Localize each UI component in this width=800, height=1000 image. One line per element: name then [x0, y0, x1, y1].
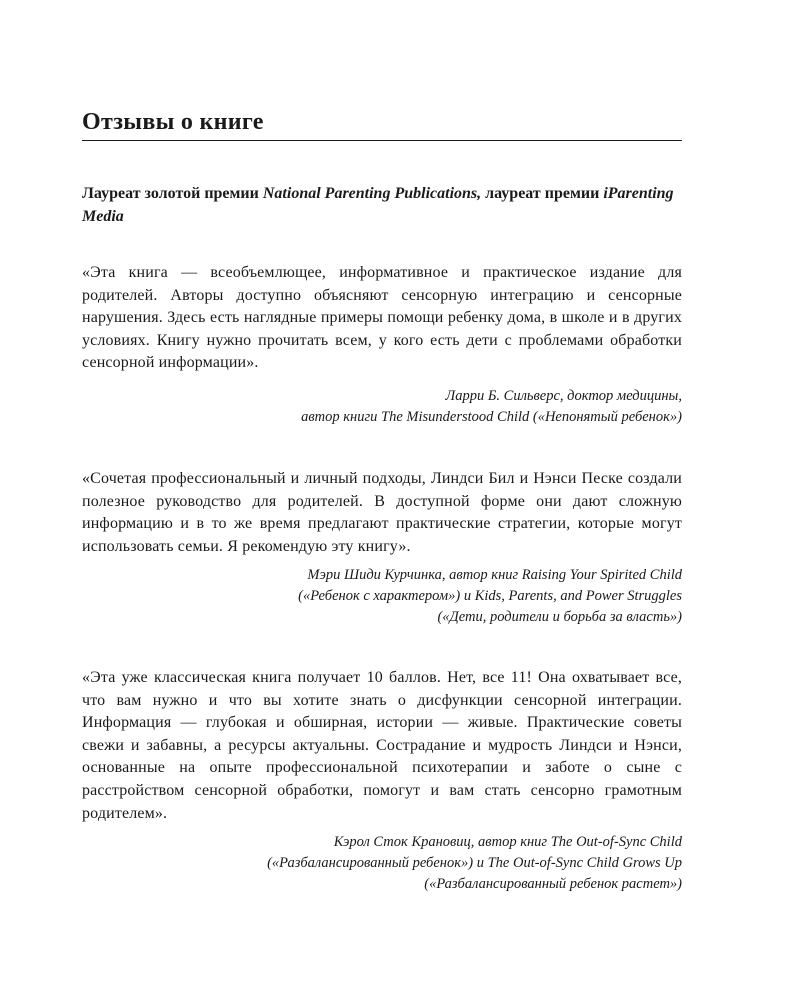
attribution-line: Кэрол Сток Крановиц, автор книг The Out-of-Sync Child — [333, 834, 682, 850]
attribution-line: («Разбалансированный ребенок растет») — [424, 876, 682, 892]
award-text-1: Лауреат золотой премии — [82, 185, 263, 202]
review-quote: «Эта уже классическая книга получает 10 баллов. Нет, все 11! Она охватывает все, что вам нужно и что вы хотите знать о дисфункции сенсорной интеграции. Информация — глубокая и обширная, истории — живые. Практические советы свежи и забавны, а ресурсы актуальны. Сострадание и мудрость Линдси и Нэнси, основанные на опыте профессиональной психотерапии и заботе о сыне с расстройством сенсорной обработки, помогут и вам стать сенсорно грамотным родителем». — [82, 669, 682, 822]
review-quote: «Эта книга — всеобъемлющее, информативное и практическое издание для родителей. Авторы доступно объясняют сенсорную интеграцию и сенсорные нарушения. Здесь есть наглядные примеры помощи ребенку дома, в школе и в других условиях. Книгу нужно прочитать всем, у кого есть дети с проблемами обработки сенсорной информации». — [82, 264, 682, 372]
attribution-line: Мэри Шиди Курчинка, автор книг Raising Your Spirited Child — [307, 567, 682, 583]
attribution-line: («Дети, родители и борьба за власть») — [437, 609, 682, 625]
review-attribution — [82, 565, 682, 628]
review-quote: «Сочетая профессиональный и личный подходы, Линдси Бил и Нэнси Песке создали полезное руководство для родителей. В доступной форме они дают сложную информацию и в то же время предлагают практические стратегии, которые могут использовать семьи. Я рекомендую эту книгу». — [82, 470, 682, 555]
review-attribution — [82, 386, 682, 428]
page-title: Отзывы о книге — [82, 108, 682, 141]
attribution-line: Ларри Б. Сильверс, доктор медицины, — [445, 388, 682, 404]
award-text-2: лауреат премии — [481, 185, 604, 202]
attribution-line: автор книги The Misunderstood Child («Непонятый ребенок») — [301, 409, 682, 425]
attribution-line: («Разбалансированный ребенок») и The Out-of-Sync Child Grows Up — [267, 855, 682, 871]
attribution-line: («Ребенок с характером») и Kids, Parents, and Power Struggles — [298, 588, 682, 604]
award-statement — [82, 182, 682, 228]
review-attribution — [82, 832, 682, 895]
award-publication-name: National Parenting Publications, — [262, 185, 482, 202]
award-media-name: iParenting Media — [82, 185, 674, 225]
